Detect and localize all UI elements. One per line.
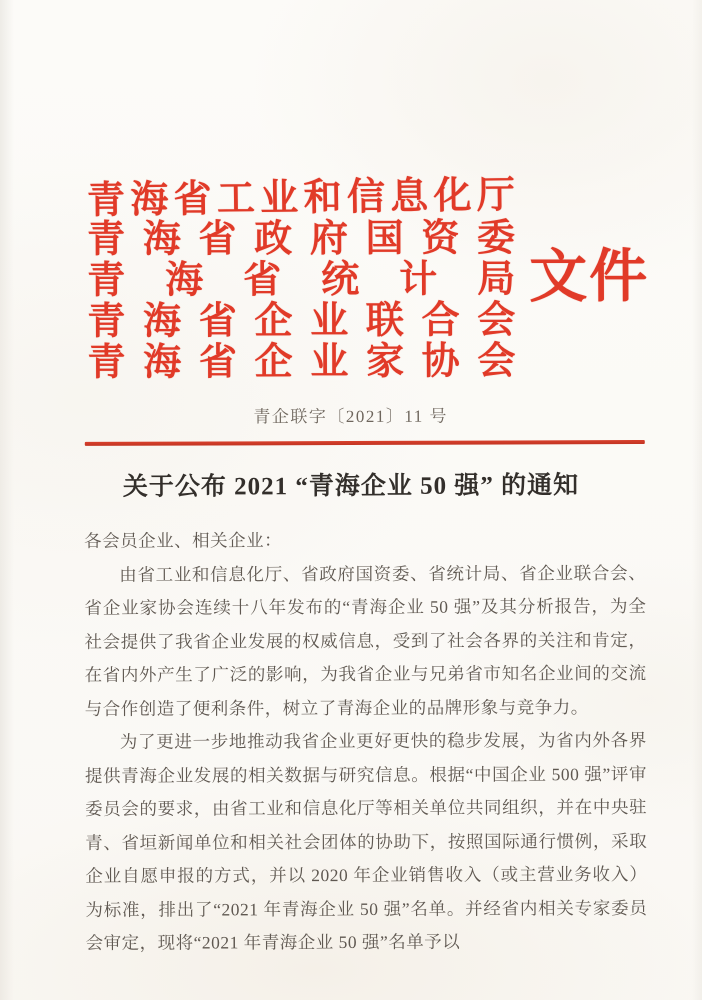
org-line-char: 统 <box>321 258 360 302</box>
letterhead-org-lines <box>86 174 516 384</box>
org-line-char: 资 <box>421 217 460 260</box>
org-line-char: 青 <box>87 259 126 302</box>
org-line-5 <box>87 341 515 383</box>
document-number: 青企联字〔2021〕11 号 <box>253 406 449 427</box>
org-line-char: 工 <box>216 177 256 221</box>
org-line-char: 企 <box>254 341 293 384</box>
letterhead-red-rule <box>85 440 645 446</box>
org-line-char: 业 <box>310 341 349 384</box>
org-line-char: 委 <box>476 217 516 260</box>
org-line-char: 青 <box>86 179 126 222</box>
org-line-char: 海 <box>142 218 181 261</box>
body-paragraph-1: 由省工业和信息化厅、省政府国资委、省统计局、省企业联合会、省企业家协会连续十八年发布的“青海企业 50 强”及其分析报告，为全社会提供了我省企业发展的权威信息，受到了社会各界的关注和肯定，在省内外产生了广泛的影响，为我省企业与兄弟省市知名企业间的交流与合作创造了便利条件，树立了青海企业的品牌形象与竞争力。 <box>84 562 647 719</box>
org-line-char: 计 <box>399 258 438 301</box>
org-line-char: 联 <box>365 299 404 342</box>
org-line-char: 政 <box>254 218 293 261</box>
org-line-char: 青 <box>87 300 126 343</box>
org-line-char: 省 <box>173 178 212 221</box>
org-line-char: 青 <box>87 218 126 261</box>
org-line-char: 省 <box>198 300 237 343</box>
org-line-1 <box>87 175 515 222</box>
org-line-char: 会 <box>477 299 516 342</box>
org-line-char: 企 <box>254 300 293 343</box>
org-line-char: 海 <box>130 178 169 222</box>
org-line-char: 业 <box>259 177 299 220</box>
org-line-char: 海 <box>143 300 182 343</box>
org-line-char: 厅 <box>476 174 516 217</box>
org-line-char: 家 <box>365 340 405 383</box>
letterhead <box>86 174 650 384</box>
org-line-char: 海 <box>143 341 182 384</box>
org-line-char: 海 <box>165 259 204 302</box>
org-line-2 <box>87 218 515 260</box>
org-line-char: 府 <box>309 218 348 261</box>
org-line-char: 青 <box>87 341 126 384</box>
letterhead-document-word: 文件 <box>529 243 650 309</box>
org-line-char: 和 <box>303 176 342 220</box>
org-line-char: 省 <box>198 341 238 384</box>
org-line-char: 国 <box>365 217 404 260</box>
document-title: 关于公布 2021 “青海企业 50 强” 的通知 <box>122 472 580 501</box>
org-line-char: 省 <box>243 259 282 302</box>
org-line-char: 业 <box>310 300 349 343</box>
org-line-char: 化 <box>433 174 472 218</box>
org-line-char: 局 <box>477 258 516 301</box>
body-paragraph-2: 为了更进一步地推动我省企业更好更快的稳步发展，为省内外各界提供青海企业发展的相关数据与研究信息。根据“中国企业 500 强”评审委员会的要求，由省工业和信息化厅等相关单位共同组织，并在中央驻青、省垣新闻单位和相关社会团体的协助下，按照国际通行惯例，采取企业自愿申报的方式，并以 2020 年企业销售收入（或主营业务收入）为标准，排出了“2021 年青海企业 50 强”名单。并经省内相关专家委员会审定，现将“2021 年青海企业 50 强”名单予以 <box>84 729 648 953</box>
org-line-char: 协 <box>421 340 460 383</box>
org-line-char: 息 <box>389 175 429 219</box>
org-line-char: 会 <box>477 340 516 383</box>
document-body <box>84 523 648 960</box>
org-line-char: 合 <box>421 299 460 342</box>
org-line-char: 信 <box>346 176 386 219</box>
salutation: 各会员企业、相关企业： <box>84 530 283 551</box>
org-line-char: 省 <box>198 218 237 261</box>
org-line-3 <box>87 259 515 301</box>
org-line-4 <box>87 300 515 342</box>
